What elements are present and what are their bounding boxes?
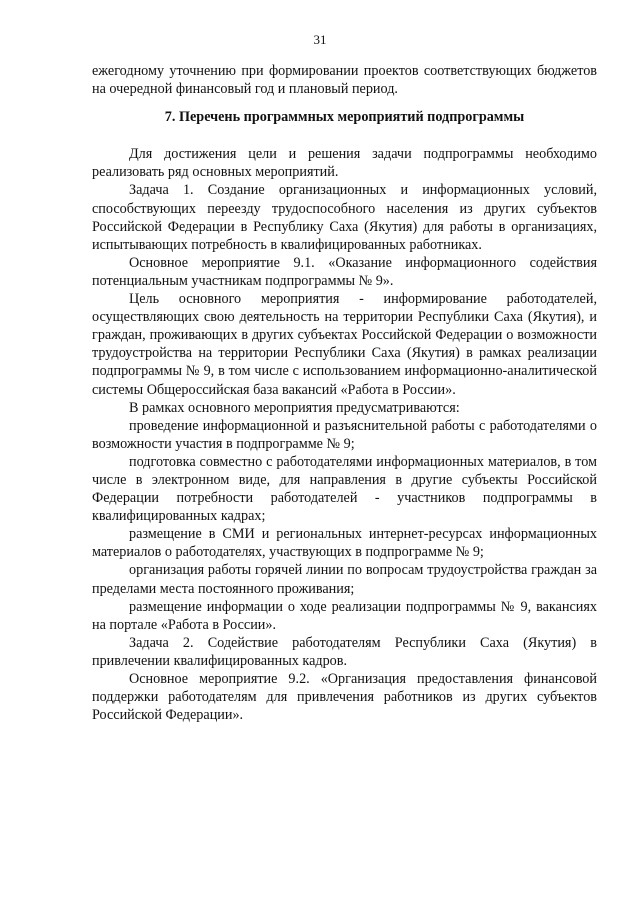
paragraph-activity-9-2: Основное мероприятие 9.2. «Организация предоставления финансовой поддержки работодателям для привлечения работников из других субъектов Российской Федерации». [92, 671, 597, 724]
paragraph-goal: Для достижения цели и решения задачи подпрограммы необходимо реализовать ряд основных мероприятий. [92, 146, 597, 181]
list-item-portal: размещение информации о ходе реализации подпрограммы № 9, вакансиях на портале «Работа в России». [92, 598, 597, 633]
paragraph-provisions-intro: В рамках основного мероприятия предусматриваются: [129, 399, 460, 416]
paragraph-task-2: Задача 2. Содействие работодателям Республики Саха (Якутия) в привлечении квалифицированных кадров. [92, 634, 597, 669]
paragraph-activity-9-1: Основное мероприятие 9.1. «Оказание информационного содействия потенциальным участникам подпрограммы № 9». [92, 254, 597, 289]
document-body [92, 62, 597, 724]
intro-paragraph: ежегодному уточнению при формировании проектов соответствующих бюджетов на очередной финансовый год и плановый период. [92, 63, 597, 98]
section-title: 7. Перечень программных мероприятий подпрограммы [164, 109, 525, 126]
list-item-media: размещение в СМИ и региональных интернет-ресурсах информационных материалов о работодателях, участвующих в подпрограмме № 9; [92, 526, 597, 561]
paragraph-task-1: Задача 1. Создание организационных и информационных условий, способствующих переезду трудоспособного населения из других субъектов Российской Федерации в Республику Саха (Якутия) для работы в организациях, испытывающих потребность в квалифицированных работниках. [92, 182, 597, 253]
list-item-hotline: организация работы горячей линии по вопросам трудоустройства граждан за пределами места постоянного проживания; [92, 562, 597, 597]
paragraph-activity-purpose: Цель основного мероприятия - информирование работодателей, осуществляющих свою деятельность на территории Республики Саха (Якутия), и граждан, проживающих в других субъектах Российской Федерации о возможности трудоустройства на территории Республики Саха (Якутия) в рамках реализации подпрограммы № 9, в том числе с использованием информационно-аналитической системы Общероссийская база вакансий «Работа в России». [92, 291, 597, 398]
list-item-informing: проведение информационной и разъяснительной работы с работодателями о возможности участия в подпрограмме № 9; [92, 417, 597, 452]
list-item-materials: подготовка совместно с работодателями информационных материалов, в том числе в электронном виде, для направления в другие субъекты Российской Федерации потребности работодателей - участников подпрограммы в квалифицированных кадрах; [92, 453, 597, 525]
page-number: 31 [313, 32, 327, 47]
